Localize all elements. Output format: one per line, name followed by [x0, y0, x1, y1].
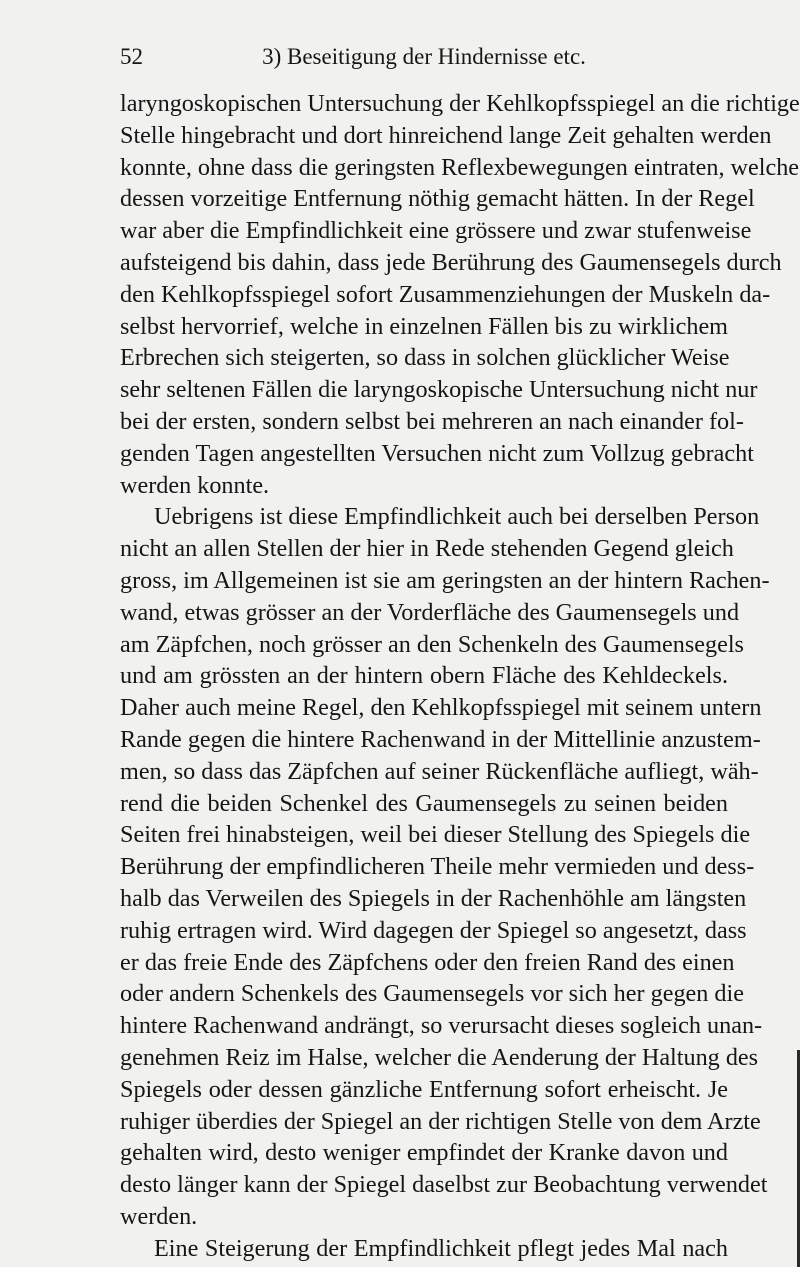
text-line: laryngoskopischen Untersuchung der Kehlkopfsspiegel an die richtige: [120, 90, 800, 117]
text-line: bei der ersten, sondern selbst bei mehreren an nach einander fol-: [120, 407, 744, 435]
text-line: Rande gegen die hintere Rachenwand in der Mittellinie anzustem-: [120, 725, 761, 753]
text-line: Seiten frei hinabsteigen, weil bei dieser Stellung des Spiegels die: [120, 821, 751, 849]
text-line: dessen vorzeitige Entfernung nöthig gemacht hätten. In der Regel: [120, 185, 755, 213]
text-line: gehalten wird, desto weniger empfindet der Kranke davon und: [120, 1139, 728, 1167]
text-line: am Zäpfchen, noch grösser an den Schenkeln des Gaumensegels: [120, 630, 744, 658]
text-line: gross, im Allgemeinen ist sie am geringsten an der hintern Rachen-: [120, 566, 770, 594]
text-line: men, so dass das Zäpfchen auf seiner Rückenfläche aufliegt, wäh-: [120, 757, 759, 785]
text-line: halb das Verweilen des Spiegels in der Rachenhöhle am längsten: [120, 884, 747, 912]
text-line: genehmen Reiz im Halse, welcher die Aenderung der Haltung des: [120, 1043, 759, 1071]
text-line: werden.: [120, 1202, 198, 1230]
page-number: 52: [120, 44, 143, 69]
text-line: Spiegels oder dessen gänzliche Entfernung sofort erheischt. Je: [120, 1075, 728, 1103]
text-line: sehr seltenen Fällen die laryngoskopische Untersuchung nicht nur: [120, 376, 758, 404]
text-line: und am grössten an der hintern obern Fläche des Kehldeckels.: [120, 662, 728, 690]
page-header: [120, 44, 728, 74]
text-line: Uebrigens ist diese Empfindlichkeit auch bei derselben Person: [154, 503, 760, 531]
text-line: Daher auch meine Regel, den Kehlkopfsspiegel mit seinem untern: [120, 694, 762, 722]
text-line: genden Tagen angestellten Versuchen nicht zum Vollzug gebracht: [120, 439, 754, 467]
body-text: [120, 88, 800, 1264]
text-line: konnte, ohne dass die geringsten Reflexbewegungen eintraten, welche: [120, 153, 800, 181]
text-line: rend die beiden Schenkel des Gaumensegels zu seinen beiden: [120, 789, 728, 817]
text-line: selbst hervorrief, welche in einzelnen Fällen bis zu wirklichem: [120, 312, 728, 340]
text-line: ruhig ertragen wird. Wird dagegen der Spiegel so angesetzt, dass: [120, 916, 747, 944]
text-line: desto länger kann der Spiegel daselbst zur Beobachtung verwendet: [120, 1171, 768, 1199]
text-line: Stelle hingebracht und dort hinreichend lange Zeit gehalten werden: [120, 121, 772, 149]
text-line: werden konnte.: [120, 471, 270, 499]
text-line: war aber die Empfindlichkeit eine grössere und zwar stufenweise: [120, 217, 752, 245]
text-line: den Kehlkopfsspiegel sofort Zusammenziehungen der Muskeln da-: [120, 280, 771, 308]
text-line: Eine Steigerung der Empfindlichkeit pflegt jedes Mal nach: [154, 1234, 728, 1262]
text-line: er das freie Ende des Zäpfchens oder den freien Rand des einen: [120, 948, 735, 976]
running-title: 3) Beseitigung der Hindernisse etc.: [262, 44, 586, 69]
text-line: Berührung der empfindlicheren Theile mehr vermieden und dess-: [120, 853, 755, 881]
text-line: oder andern Schenkels des Gaumensegels vor sich her gegen die: [120, 980, 744, 1008]
text-line: ruhiger überdies der Spiegel an der richtigen Stelle von dem Arzte: [120, 1107, 761, 1135]
text-line: wand, etwas grösser an der Vorderfläche des Gaumensegels und: [120, 598, 740, 626]
text-line: aufsteigend bis dahin, dass jede Berührung des Gaumensegels durch: [120, 248, 782, 276]
text-line: Erbrechen sich steigerten, so dass in solchen glücklicher Weise: [120, 344, 730, 372]
text-line: hintere Rachenwand andrängt, so verursacht dieses sogleich unan-: [120, 1012, 763, 1040]
text-line: nicht an allen Stellen der hier in Rede stehenden Gegend gleich: [120, 535, 734, 563]
